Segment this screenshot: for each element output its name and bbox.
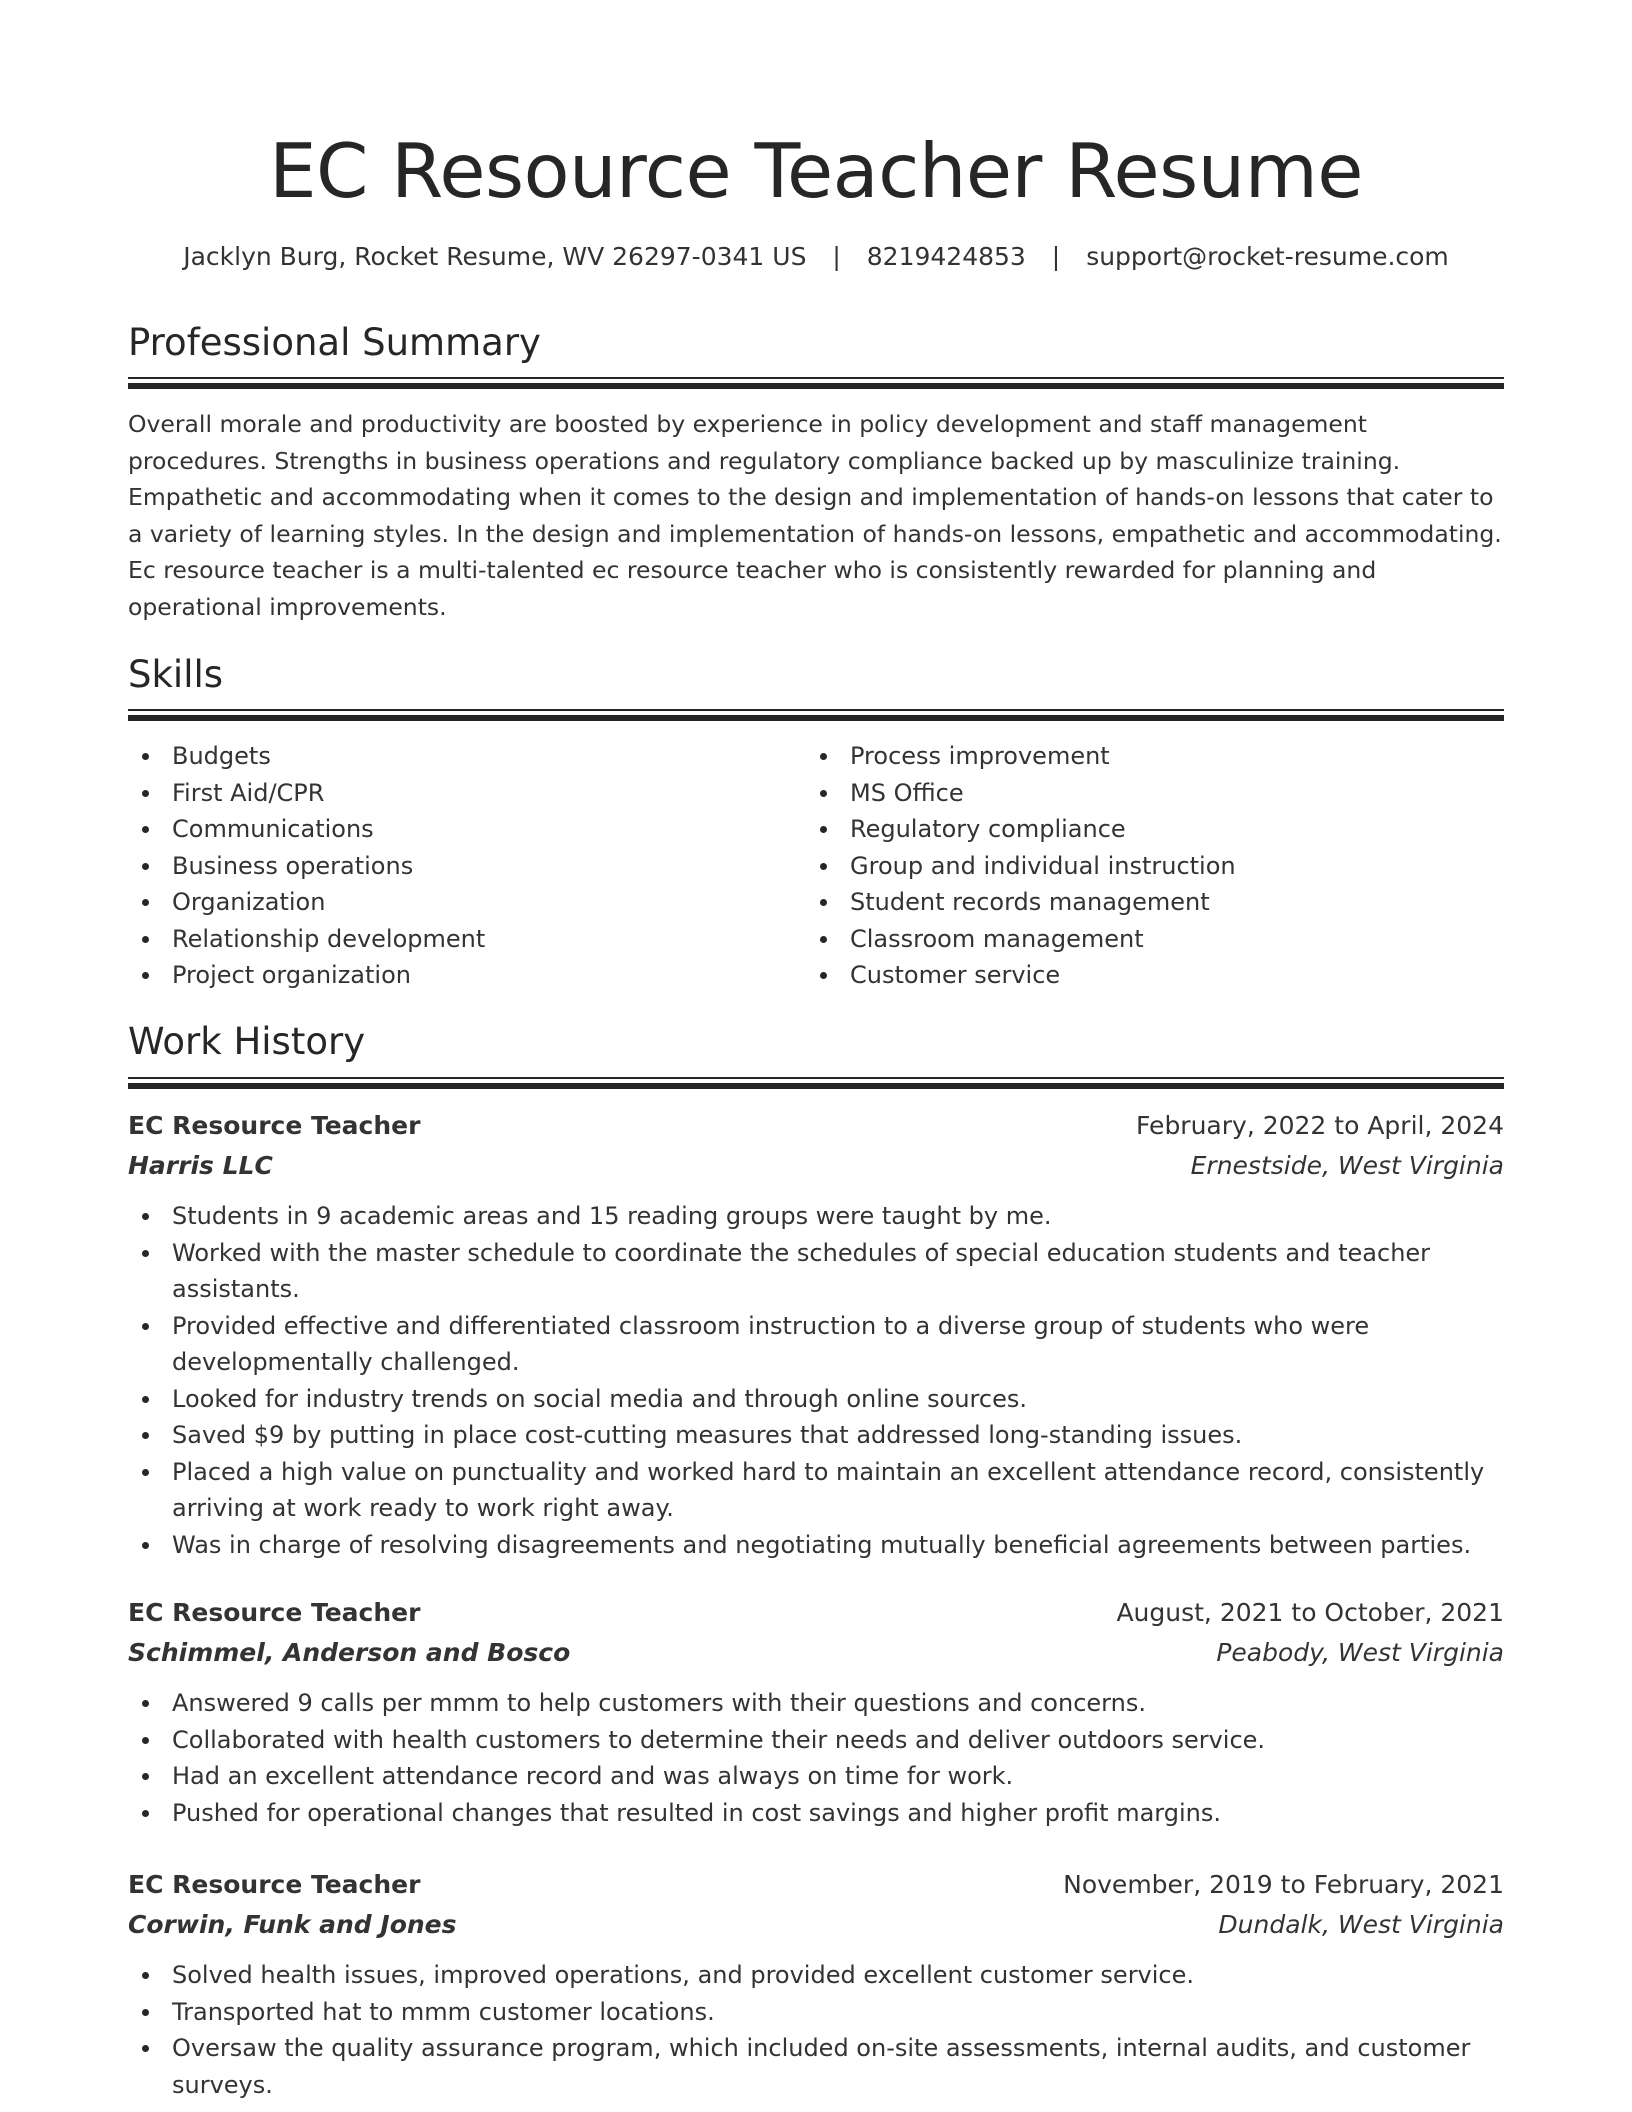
job-company: Schimmel, Anderson and Bosco <box>128 1638 571 1667</box>
skill-item: Business operations <box>128 848 806 885</box>
contact-phone: 8219424853 <box>866 242 1026 271</box>
job-entry <box>128 1106 1504 1563</box>
skill-item: Student records management <box>806 884 1484 921</box>
job-title: EC Resource Teacher <box>128 1111 421 1140</box>
contact-email: support@rocket-resume.com <box>1086 242 1449 271</box>
skill-item: First Aid/CPR <box>128 775 806 812</box>
job-entry <box>128 1865 1504 2103</box>
job-subheader-row <box>128 1146 1504 1186</box>
work-section-header <box>128 1017 1504 1067</box>
job-bullet: Pushed for operational changes that resulted in cost savings and higher profit margins. <box>128 1795 1504 1832</box>
contact-line <box>128 237 1504 277</box>
skill-item: Organization <box>128 884 806 921</box>
job-header-row <box>128 1593 1504 1633</box>
job-bullet: Worked with the master schedule to coordinate the schedules of special education students and teacher assistants. <box>128 1235 1504 1308</box>
skill-item: Budgets <box>128 738 806 775</box>
job-company: Harris LLC <box>128 1151 273 1180</box>
section-divider <box>128 1077 1504 1079</box>
job-bullet: Transported hat to mmm customer locations. <box>128 1994 1504 2031</box>
skill-item: Customer service <box>806 957 1484 994</box>
job-header-row <box>128 1865 1504 1905</box>
contact-separator: | <box>1051 242 1061 271</box>
job-location: Dundalk, West Virginia <box>1218 1910 1504 1939</box>
job-bullets <box>128 1957 1504 2103</box>
skill-item: Regulatory compliance <box>806 811 1484 848</box>
summary-text: Overall morale and productivity are boosted by experience in policy development and staff management procedures. Strengths in business operations and regulatory compliance backed up by masculinize training. Empathetic and accommodating when it comes to the design and implementation of hands-on lessons that cater to a variety of learning styles. In the design and implementation of hands-on lessons, empathetic and accommodating. Ec resource teacher is a multi-talented ec resource teacher who is consistently rewarded for planning and operational improvements. <box>128 410 1502 621</box>
section-divider <box>128 1083 1504 1089</box>
job-bullet: Solved health issues, improved operations, and provided excellent customer service. <box>128 1957 1504 1994</box>
section-divider <box>128 377 1504 379</box>
job-bullet: Saved $9 by putting in place cost-cutting measures that addressed long-standing issues. <box>128 1417 1504 1454</box>
job-entry <box>128 1593 1504 1831</box>
skill-item: Communications <box>128 811 806 848</box>
summary-section-header <box>128 318 1504 368</box>
job-location: Peabody, West Virginia <box>1216 1638 1504 1667</box>
work-heading: Work History <box>128 1020 366 1063</box>
contact-separator: | <box>832 242 841 271</box>
summary-heading: Professional Summary <box>128 321 541 364</box>
skills-list-left <box>128 738 806 994</box>
skill-item: Classroom management <box>806 921 1484 958</box>
job-subheader-row <box>128 1905 1504 1945</box>
job-bullet: Provided effective and differentiated classroom instruction to a diverse group of students who were developmentally challenged. <box>128 1308 1504 1381</box>
skills-section-header <box>128 650 1504 700</box>
skill-item: Relationship development <box>128 921 806 958</box>
job-bullet: Was in charge of resolving disagreements and negotiating mutually beneficial agreements between parties. <box>128 1527 1504 1564</box>
contact-address: Jacklyn Burg, Rocket Resume, WV 26297-0341 US <box>183 242 807 271</box>
job-bullet: Answered 9 calls per mmm to help customers with their questions and concerns. <box>128 1685 1504 1722</box>
job-bullets <box>128 1198 1504 1563</box>
job-company: Corwin, Funk and Jones <box>128 1910 457 1939</box>
job-dates: August, 2021 to October, 2021 <box>1116 1598 1504 1627</box>
job-title: EC Resource Teacher <box>128 1870 421 1899</box>
skills-columns <box>128 738 1504 994</box>
job-bullet: Students in 9 academic areas and 15 reading groups were taught by me. <box>128 1198 1504 1235</box>
section-divider <box>128 383 1504 389</box>
job-dates: November, 2019 to February, 2021 <box>1063 1870 1504 1899</box>
skill-item: Project organization <box>128 957 806 994</box>
job-bullet: Collaborated with health customers to determine their needs and deliver outdoors service. <box>128 1722 1504 1759</box>
job-bullet: Looked for industry trends on social media and through online sources. <box>128 1381 1504 1418</box>
job-title: EC Resource Teacher <box>128 1598 421 1627</box>
skills-list-right <box>806 738 1484 994</box>
job-subheader-row <box>128 1633 1504 1673</box>
job-location: Ernestside, West Virginia <box>1190 1151 1504 1180</box>
job-bullets <box>128 1685 1504 1831</box>
skill-item: Group and individual instruction <box>806 848 1484 885</box>
job-bullet: Had an excellent attendance record and was always on time for work. <box>128 1758 1504 1795</box>
skill-item: Process improvement <box>806 738 1484 775</box>
resume-title: EC Resource Teacher Resume <box>269 127 1363 215</box>
job-bullet: Oversaw the quality assurance program, which included on-site assessments, internal audits, and customer surveys. <box>128 2030 1504 2103</box>
section-divider <box>128 709 1504 711</box>
job-bullet: Placed a high value on punctuality and worked hard to maintain an excellent attendance record, consistently arriving at work ready to work right away. <box>128 1454 1504 1527</box>
skill-item: MS Office <box>806 775 1484 812</box>
job-dates: February, 2022 to April, 2024 <box>1136 1111 1504 1140</box>
job-header-row <box>128 1106 1504 1146</box>
skills-heading: Skills <box>128 653 224 696</box>
section-divider <box>128 715 1504 721</box>
